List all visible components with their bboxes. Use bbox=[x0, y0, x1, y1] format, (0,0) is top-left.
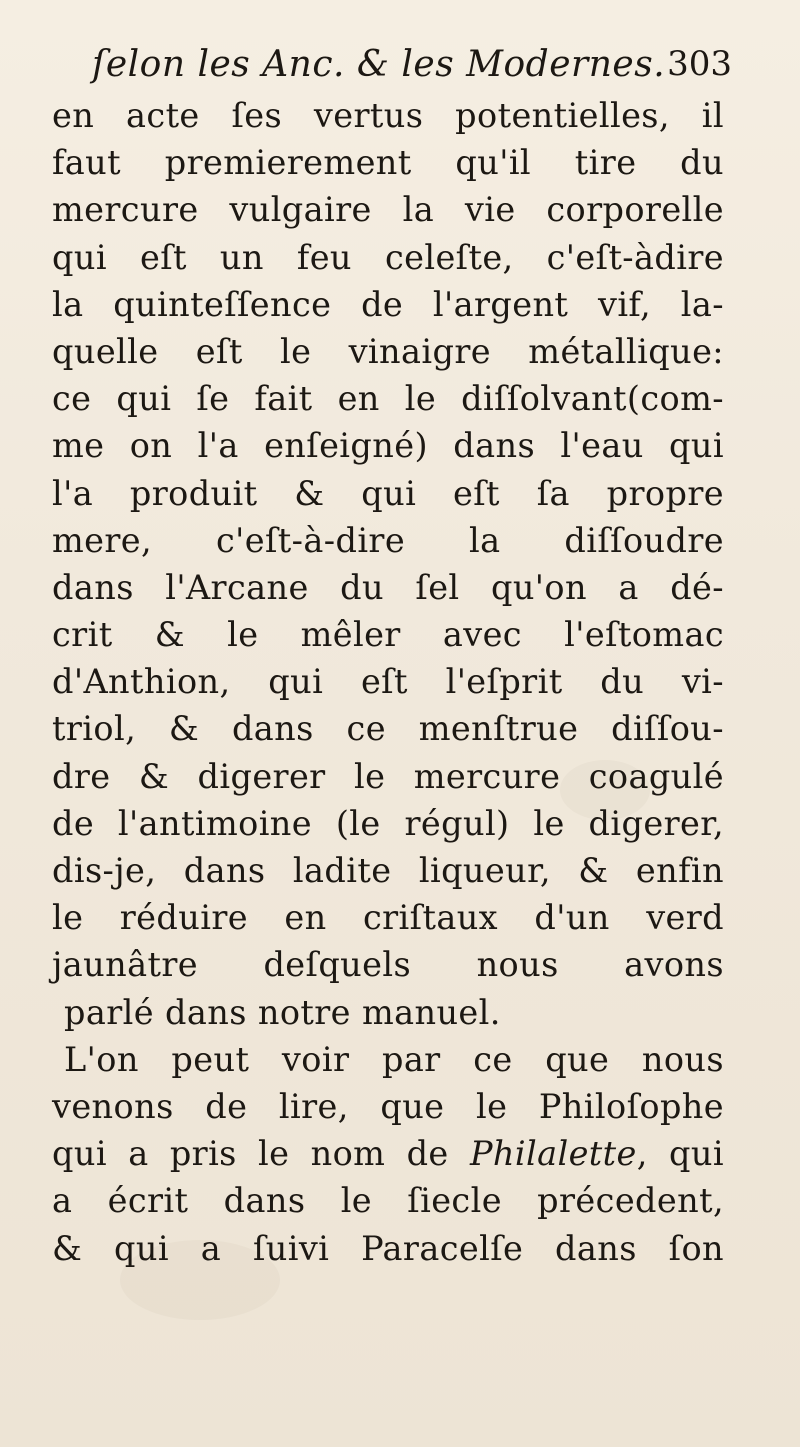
text-line: venons de lire, que le Philoſophe bbox=[52, 1086, 724, 1126]
text-segment: , qui bbox=[636, 1134, 724, 1174]
text-line: en acte ſes vertus potentielles, il bbox=[52, 96, 724, 135]
text-line: ce qui ſe fait en le diſſolvant(com- bbox=[52, 379, 724, 419]
text-line: triol, & dans ce menſtrue diſſou- bbox=[52, 709, 724, 749]
text-line-with-italic bbox=[52, 1130, 724, 1177]
text-line: qui eſt un feu celeſte, c'eſt-àdire bbox=[52, 237, 724, 277]
text-line: le réduire en criſtaux d'un verd bbox=[52, 898, 724, 938]
text-line: dre & digerer le mercure coagulé bbox=[52, 756, 724, 796]
text-line: dans l'Arcane du ſel qu'on a dé- bbox=[52, 567, 724, 607]
paragraph-start-line: L'on peut voir par ce que nous bbox=[64, 1039, 724, 1079]
text-line: a écrit dans le ſiecle précedent, bbox=[52, 1181, 724, 1221]
page-number: 303 bbox=[667, 44, 732, 84]
text-line: mercure vulgaire la vie corporelle bbox=[52, 190, 724, 230]
italic-name: Philalette bbox=[469, 1134, 637, 1174]
text-line: jaunâtre deſquels nous avons bbox=[52, 945, 724, 985]
text-line: dis-je, dans ladite liqueur, & enfin bbox=[52, 851, 724, 890]
text-line: l'a produit & qui eſt ſa propre bbox=[52, 473, 724, 513]
text-line: la quinteſſence de l'argent vif, la- bbox=[52, 284, 724, 324]
text-segment: qui a pris le nom de bbox=[52, 1134, 449, 1174]
text-line: & qui a ſuivi Paracelſe dans ſon bbox=[52, 1228, 724, 1268]
text-line: quelle eſt le vinaigre métallique: bbox=[52, 331, 724, 371]
text-line: crit & le mêler avec l'eſtomac bbox=[52, 615, 724, 655]
running-title: ſelon les Anc. & les Modernes. bbox=[92, 44, 666, 85]
text-line: de l'antimoine (le régul) le digerer, bbox=[52, 803, 724, 843]
text-line: mere, c'eſt-à-dire la diſſoudre bbox=[52, 520, 724, 560]
text-line: me on l'a enſeigné) dans l'eau qui bbox=[52, 426, 724, 466]
body-text bbox=[52, 92, 724, 1272]
text-line: d'Anthion, qui eſt l'eſprit du vi- bbox=[52, 662, 724, 702]
page-header bbox=[92, 44, 732, 96]
text-line: faut premierement qu'il tire du bbox=[52, 143, 724, 183]
text-line: parlé dans notre manuel. bbox=[64, 992, 501, 1032]
